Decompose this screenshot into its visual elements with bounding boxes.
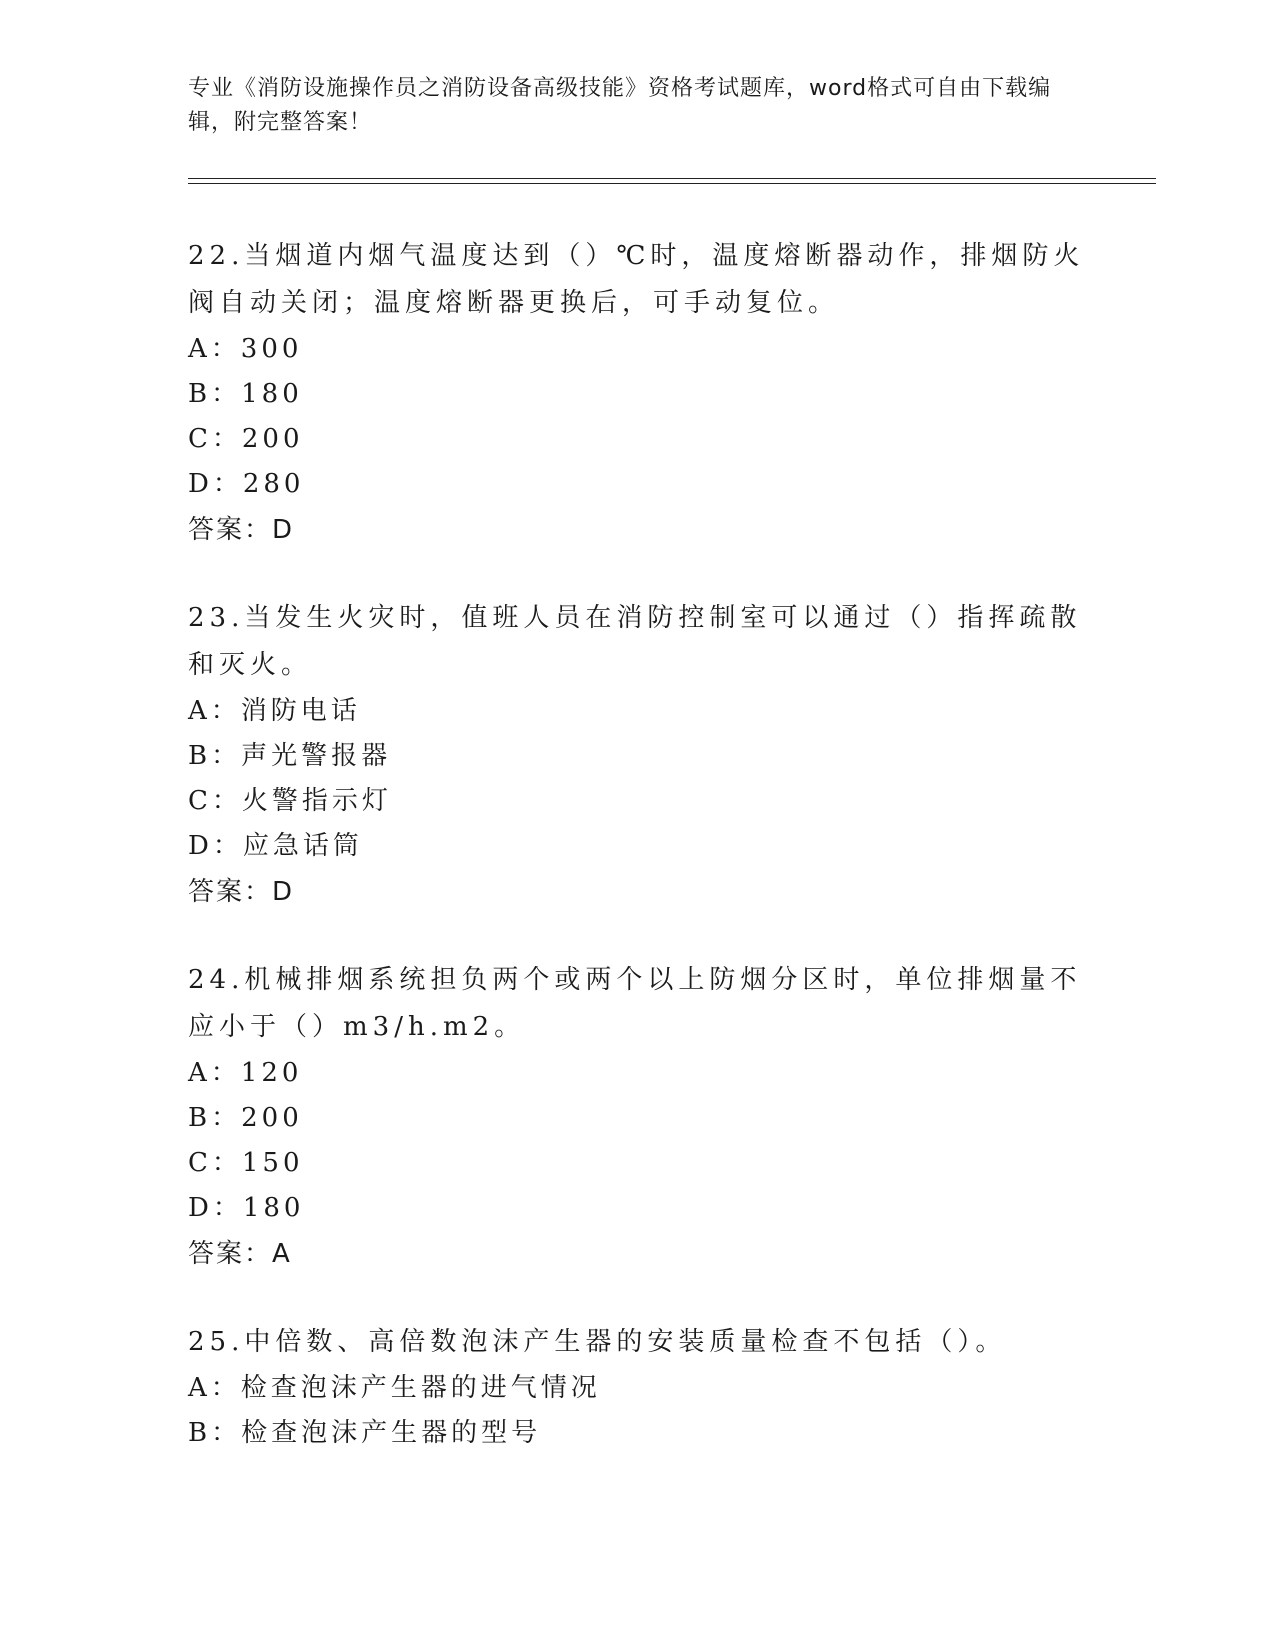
question-stem: 24.机械排烟系统担负两个或两个以上防烟分区时，单位排烟量不应小于（）m3/h.m2。: [188, 965, 1082, 1042]
option-c: C：200: [188, 424, 304, 454]
option-b: B：检查泡沫产生器的型号: [188, 1418, 542, 1448]
question-24: [188, 957, 1088, 1277]
document-header: 专业《消防设施操作员之消防设备高级技能》资格考试题库，word格式可自由下载编辑，附完整答案！: [188, 76, 1052, 135]
question-list: [188, 233, 1088, 1498]
option-c: C：火警指示灯: [188, 786, 392, 816]
option-b: B：180: [188, 379, 303, 409]
option-b: B：声光警报器: [188, 741, 392, 771]
question-25: [188, 1319, 1088, 1456]
question-22: [188, 233, 1088, 553]
option-b: B：200: [188, 1103, 303, 1133]
answer: 答案：D: [188, 877, 295, 907]
option-a: A：消防电话: [188, 696, 361, 726]
question-stem: 22.当烟道内烟气温度达到（）℃时，温度熔断器动作，排烟防火阀自动关闭；温度熔断器更换后，可手动复位。: [188, 241, 1085, 318]
option-a: A：300: [188, 334, 303, 364]
question-stem: 23.当发生火灾时，值班人员在消防控制室可以通过（）指挥疏散和灭火。: [188, 603, 1082, 680]
header-divider-top: [188, 178, 1156, 179]
option-c: C：150: [188, 1148, 304, 1178]
header-divider-bottom: [188, 183, 1156, 184]
option-d: D：180: [188, 1193, 305, 1223]
option-d: D：280: [188, 469, 305, 499]
question-stem: 25.中倍数、高倍数泡沫产生器的安装质量检查不包括（）。: [188, 1327, 1007, 1357]
option-a: A：120: [188, 1058, 303, 1088]
answer: 答案：A: [188, 1239, 292, 1269]
question-23: [188, 595, 1088, 915]
option-d: D：应急话筒: [188, 831, 363, 861]
option-a: A：检查泡沫产生器的进气情况: [188, 1373, 601, 1403]
answer: 答案：D: [188, 515, 295, 545]
